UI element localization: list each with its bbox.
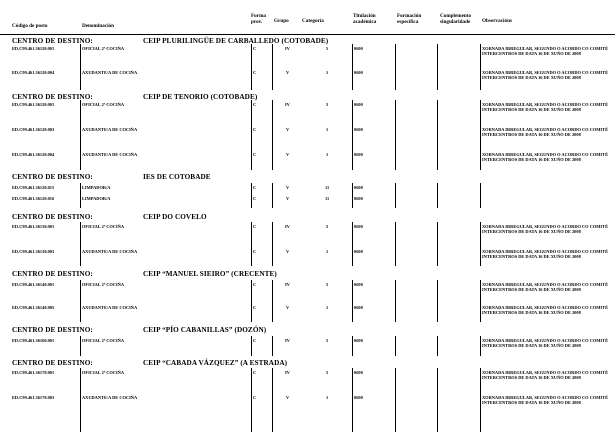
column-rule [480,222,481,266]
cell-grupo: V [286,395,290,400]
cell-code: ED.C99.461.36170.003 [12,395,55,400]
cell-categoria: 5 [326,46,329,51]
centre-label: CENTRO DE DESTINO: [12,270,93,278]
centre-name: CEIP “PÍO CABANILLAS” (DOZÓN) [143,326,267,334]
column-rule [352,280,353,322]
cell-titulacion: 0600 [354,127,363,132]
cell-categoria: 1 [326,305,329,310]
column-rule [251,183,252,208]
cell-denominacion: OFICIAL 2ª COCIÑA [82,224,125,229]
cell-code: ED.C99.461.36120.004 [12,70,55,75]
column-rule [352,222,353,266]
cell-categoria: 1 [326,70,329,75]
column-rule [437,336,438,356]
cell-forma: C [253,395,257,400]
cell-titulacion: 0600 [354,196,363,201]
cell-grupo: V [286,185,290,190]
column-rule [480,336,481,356]
column-rule [480,100,481,170]
column-rule [395,222,396,266]
column-rule [80,368,81,432]
column-rule [480,368,481,432]
cell-observaciones: XORNADA IRREGULAR, SEGUNDO O ACORDO CO COMITÉ INTERCENTROS DE DATA 16 DE XUÑO DE 2008 [482,395,608,406]
header-grupo: Grupo [274,18,289,24]
cell-forma: C [253,282,257,287]
column-rule [480,44,481,90]
cell-categoria: 1 [326,152,329,157]
cell-code: ED.C99.461.36120.004 [12,152,55,157]
column-rule [480,280,481,322]
column-rule [80,222,81,266]
centre-name: CEIP “MANUEL SIEIRO” (CRECENTE) [143,270,277,278]
cell-categoria: 5 [326,224,329,229]
cell-titulacion: 0600 [354,282,363,287]
cell-categoria: 11 [325,196,330,201]
header-observaciones: Observacións [482,18,512,24]
cell-code: ED.C99.461.36140.001 [12,282,55,287]
column-rule [352,336,353,356]
column-rule [80,100,81,170]
centre-label: CENTRO DE DESTINO: [12,173,93,181]
centre-label: CENTRO DE DESTINO: [12,93,93,101]
cell-observaciones: XORNADA IRREGULAR, SEGUNDO O ACORDO CO COMITÉ INTERCENTROS DE DATA 16 DE XUÑO DE 2008 [482,370,608,381]
cell-denominacion: OFICIAL 2ª COCIÑA [82,338,125,343]
centre-name: CEIP “CABADA VÁZQUEZ” (A ESTRADA) [143,359,288,367]
cell-denominacion: OFICIAL 2ª COCIÑA [82,102,125,107]
header-complemento: Complemento singularidade [440,13,472,25]
cell-forma: C [253,249,257,254]
column-rule [272,336,273,356]
cell-observaciones: XORNADA IRREGULAR, SEGUNDO O ACORDO CO COMITÉ INTERCENTROS DE DATA 16 DE XUÑO DE 2008 [482,282,608,293]
cell-code: ED.C99.461.36130.001 [12,224,55,229]
centre-label: CENTRO DE DESTINO: [12,37,93,45]
column-rule [272,280,273,322]
column-rule [437,100,438,170]
cell-categoria: 11 [325,185,330,190]
column-rule [395,183,396,208]
centre-heading [12,213,207,221]
column-rule [251,280,252,322]
column-rule [395,336,396,356]
column-rule [352,368,353,432]
column-rule [272,44,273,90]
column-rule [80,280,81,322]
centre-name: CEIP PLURILINGÜE DE CARBALLEDO (COTOBADE) [143,37,329,45]
cell-observaciones: XORNADA IRREGULAR, SEGUNDO O ACORDO CO COMITÉ INTERCENTROS DE DATA 16 DE XUÑO DE 2008 [482,152,608,163]
cell-observaciones: XORNADA IRREGULAR, SEGUNDO O ACORDO CO COMITÉ INTERCENTROS DE DATA 16 DE XUÑO DE 2008 [482,46,608,57]
cell-categoria: 5 [326,338,329,343]
cell-observaciones: XORNADA IRREGULAR, SEGUNDO O ACORDO CO COMITÉ INTERCENTROS DE DATA 16 DE XUÑO DE 2008 [482,70,608,81]
cell-code: ED.C99.461.36120.003 [12,127,55,132]
cell-grupo: V [286,196,290,201]
cell-forma: C [253,224,257,229]
cell-titulacion: 0600 [354,102,363,107]
cell-denominacion: LIMPADOR/A [82,185,111,190]
centre-heading [12,326,266,334]
column-rule [437,280,438,322]
cell-grupo: IV [285,282,290,287]
table-header [0,14,615,35]
cell-denominacion: AXUDANTE/A DE COCIÑA [82,395,138,400]
cell-forma: C [253,370,257,375]
cell-forma: C [253,127,257,132]
cell-grupo: V [286,70,290,75]
column-rule [437,183,438,208]
column-rule [437,222,438,266]
column-rule [395,100,396,170]
cell-categoria: 5 [326,370,329,375]
cell-forma: C [253,305,257,310]
cell-categoria: 1 [326,395,329,400]
cell-grupo: IV [285,102,290,107]
column-rule [437,44,438,90]
cell-forma: C [253,196,257,201]
cell-observaciones: XORNADA IRREGULAR, SEGUNDO O ACORDO CO COMITÉ INTERCENTROS DE DATA 16 DE XUÑO DE 2008 [482,249,608,260]
column-rule [395,368,396,432]
centre-heading [12,37,328,45]
header-forma-prov: Forma prov. [251,13,266,25]
cell-titulacion: 0600 [354,185,363,190]
centre-name: CEIP DE TENORIO (COTOBADE) [143,93,258,101]
header-categoria: Categoría [302,18,324,24]
column-rule [437,368,438,432]
column-rule [80,183,81,208]
cell-code: ED.C99.461.36120.015 [12,185,55,190]
cell-forma: C [253,46,257,51]
column-rule [395,280,396,322]
cell-titulacion: 0600 [354,224,363,229]
cell-grupo: IV [285,338,290,343]
cell-denominacion: AXUDANTE/A DE COCIÑA [82,249,138,254]
header-denominacion: Denominación [82,23,114,29]
column-rule [480,183,481,208]
column-rule [251,222,252,266]
cell-observaciones: XORNADA IRREGULAR, SEGUNDO O ACORDO CO COMITÉ INTERCENTROS DE DATA 16 DE XUÑO DE 2008 [482,102,608,113]
centre-heading [12,359,287,367]
cell-denominacion: OFICIAL 2ª COCIÑA [82,370,125,375]
centre-name: CEIP DO COVELO [143,213,207,221]
centre-label: CENTRO DE DESTINO: [12,359,93,367]
column-rule [395,44,396,90]
header-codigo: Código de posto [12,23,48,29]
cell-grupo: V [286,249,290,254]
cell-grupo: IV [285,224,290,229]
cell-forma: C [253,185,257,190]
cell-forma: C [253,70,257,75]
column-rule [272,100,273,170]
column-rule [251,100,252,170]
centre-heading [12,270,277,278]
column-rule [352,100,353,170]
cell-observaciones: XORNADA IRREGULAR, SEGUNDO O ACORDO CO COMITÉ INTERCENTROS DE DATA 16 DE XUÑO DE 2008 [482,224,608,235]
cell-titulacion: 0600 [354,46,363,51]
cell-titulacion: 0600 [354,249,363,254]
column-rule [352,44,353,90]
centre-heading [12,93,257,101]
column-rule [80,44,81,90]
centre-label: CENTRO DE DESTINO: [12,326,93,334]
cell-denominacion: AXUDANTE/A DE COCIÑA [82,127,138,132]
header-titulacion: Titulación académica [353,13,377,25]
cell-code: ED.C99.461.36130.003 [12,249,55,254]
cell-code: ED.C99.461.36160.001 [12,338,55,343]
column-rule [251,44,252,90]
cell-titulacion: 0600 [354,395,363,400]
cell-denominacion: AXUDANTE/A DE COCIÑA [82,152,138,157]
cell-code: ED.C99.461.36120.001 [12,46,55,51]
column-rule [352,183,353,208]
cell-denominacion: LIMPADOR/A [82,196,111,201]
cell-categoria: 5 [326,102,329,107]
centre-heading [12,173,211,181]
cell-denominacion: AXUDANTE/A DE COCIÑA [82,70,138,75]
cell-grupo: V [286,127,290,132]
cell-observaciones: XORNADA IRREGULAR, SEGUNDO O ACORDO CO COMITÉ INTERCENTROS DE DATA 16 DE XUÑO DE 2008 [482,127,608,138]
cell-code: ED.C99.461.36140.005 [12,305,55,310]
cell-observaciones: XORNADA IRREGULAR, SEGUNDO O ACORDO CO COMITÉ INTERCENTROS DE DATA 16 DE XUÑO DE 2008 [482,305,608,316]
cell-grupo: IV [285,370,290,375]
cell-grupo: IV [285,46,290,51]
cell-code: ED.C99.461.36120.016 [12,196,55,201]
column-rule [272,368,273,432]
column-rule [251,336,252,356]
cell-titulacion: 0600 [354,338,363,343]
centre-name: IES DE COTOBADE [143,173,211,181]
cell-denominacion: OFICIAL 2ª COCIÑA [82,46,125,51]
cell-titulacion: 0600 [354,70,363,75]
centre-label: CENTRO DE DESTINO: [12,213,93,221]
cell-forma: C [253,102,257,107]
cell-titulacion: 0600 [354,370,363,375]
cell-grupo: V [286,305,290,310]
header-formacion: Formación específica [397,13,422,25]
cell-code: ED.C99.461.36170.001 [12,370,55,375]
cell-grupo: V [286,152,290,157]
cell-categoria: 1 [326,249,329,254]
column-rule [251,368,252,432]
cell-titulacion: 0600 [354,305,363,310]
cell-categoria: 5 [326,282,329,287]
cell-forma: C [253,338,257,343]
column-rule [272,183,273,208]
cell-denominacion: OFICIAL 2ª COCIÑA [82,282,125,287]
cell-observaciones: XORNADA IRREGULAR, SEGUNDO O ACORDO CO COMITÉ INTERCENTROS DE DATA 16 DE XUÑO DE 2008 [482,338,608,349]
cell-code: ED.C99.461.36120.001 [12,102,55,107]
cell-categoria: 1 [326,127,329,132]
cell-titulacion: 0600 [354,152,363,157]
cell-denominacion: AXUDANTE/A DE COCIÑA [82,305,138,310]
column-rule [272,222,273,266]
cell-forma: C [253,152,257,157]
column-rule [80,336,81,356]
